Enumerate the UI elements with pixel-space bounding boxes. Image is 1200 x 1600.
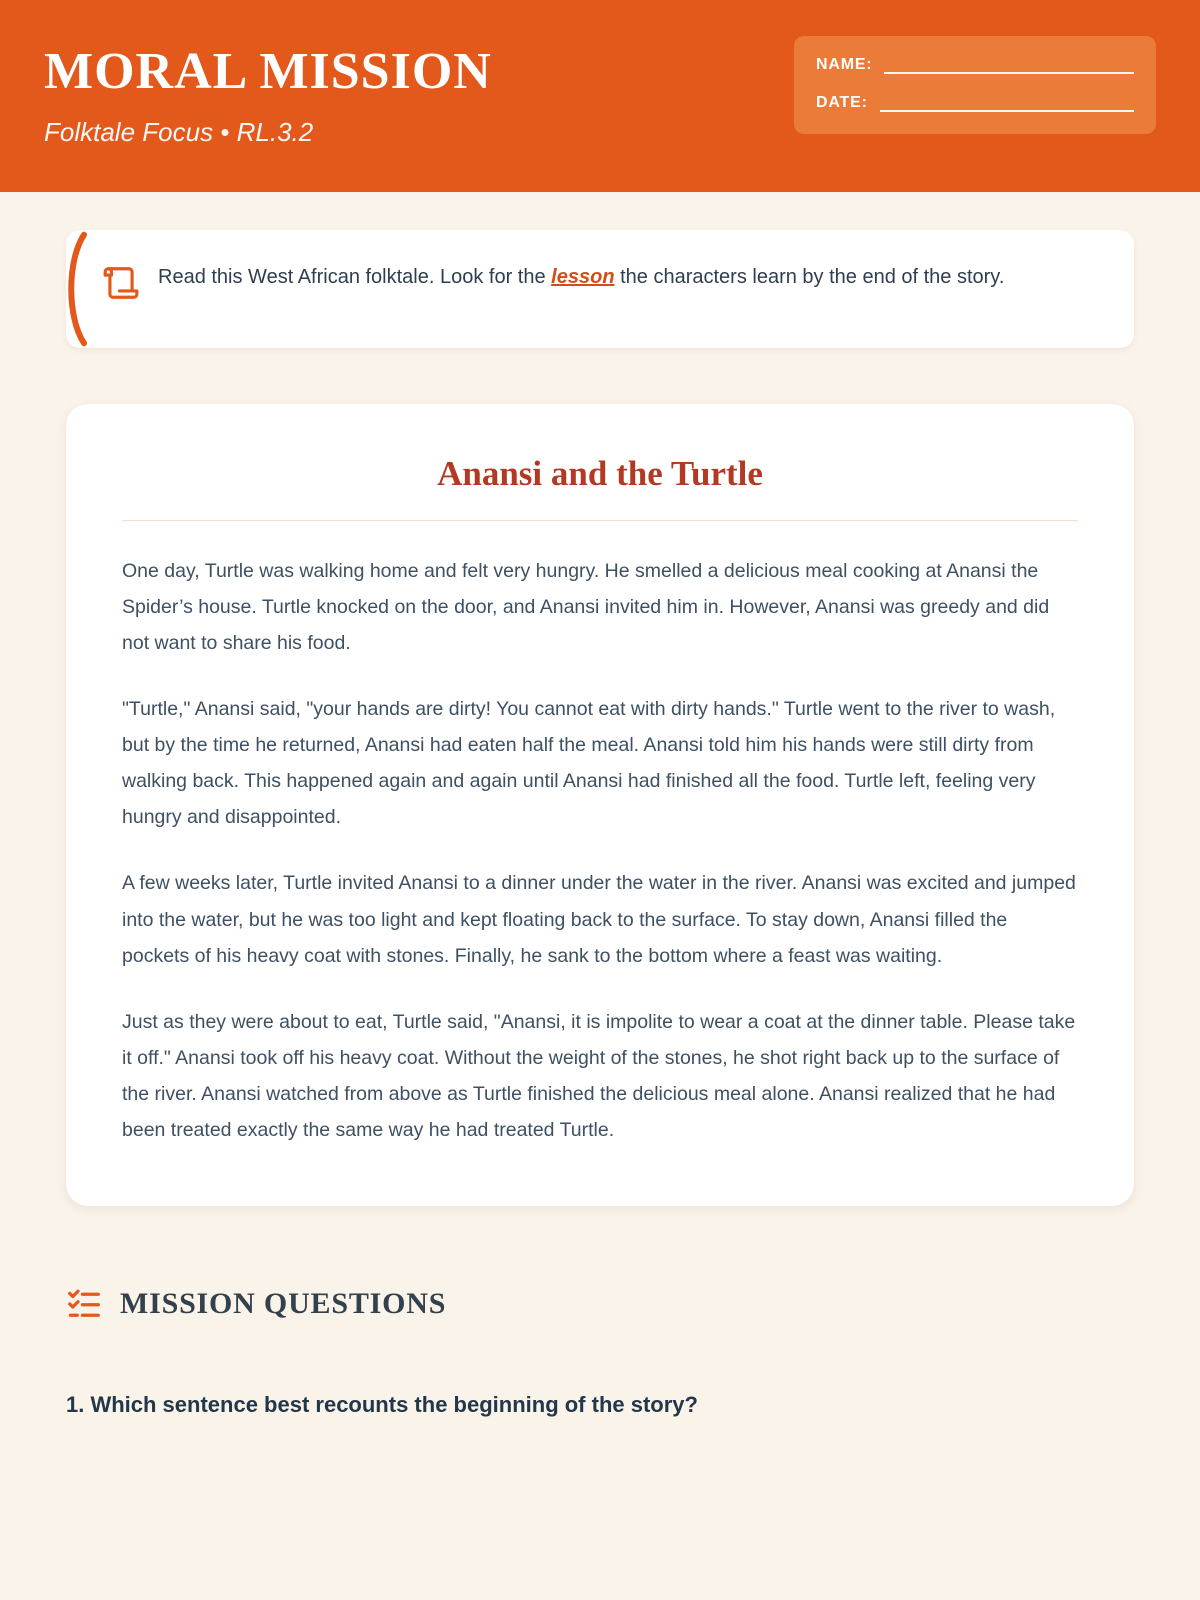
instruction-emphasis: lesson (551, 266, 615, 288)
name-label: NAME: (816, 56, 873, 73)
checklist-icon (66, 1286, 102, 1322)
bracket-accent (64, 230, 88, 348)
story-paragraph: "Turtle," Anansi said, "your hands are dirty! You cannot eat with dirty hands." Turtle went to the river to wash, but by the time he returned, Anansi had eaten half the meal. Anansi told him his hands were still dirty from walking back. This happened again and again until Anansi had finished all the food. Turtle left, feeling very hungry and disappointed. (122, 698, 1056, 829)
mission-questions-title: MISSION QUESTIONS (120, 1286, 447, 1320)
date-label: DATE: (816, 94, 868, 111)
name-date-box (794, 36, 1156, 134)
page-title: MORAL MISSION (44, 43, 492, 100)
name-input-line[interactable] (884, 56, 1134, 74)
question-1: 1. Which sentence best recounts the beginning of the story? (66, 1391, 698, 1417)
worksheet-body (0, 192, 1200, 1418)
story-title: Anansi and the Turtle (437, 454, 763, 493)
story-paragraph: A few weeks later, Turtle invited Anansi to a dinner under the water in the river. Anansi was excited and jumped into the water, but he was too light and kept floating back to the surface. To stay down, Anansi filled the pockets of his heavy coat with stones. Finally, he sank to the bottom where a feast was waiting. (122, 872, 1076, 967)
story-body (122, 553, 1078, 1148)
instruction-pre: Read this West African folktale. Look for the (158, 266, 552, 288)
header-banner (0, 0, 1200, 192)
name-row (816, 56, 1134, 74)
story-paragraph: Just as they were about to eat, Turtle said, "Anansi, it is impolite to wear a coat at the dinner table. Please take it off." Anansi took off his heavy coat. Without the weight of the stones, he shot right back up to the surface of the river. Anansi watched from above as Turtle finished the delicious meal alone. Anansi realized that he had been treated exactly the same way he had treated Turtle. (122, 1010, 1076, 1141)
mission-questions-heading (66, 1286, 1134, 1322)
title-divider (122, 520, 1078, 521)
scroll-icon (102, 264, 140, 302)
story-paragraph: One day, Turtle was walking home and felt very hungry. He smelled a delicious meal cooking at Anansi the Spider’s house. Turtle knocked on the door, and Anansi invited him in. However, Anansi was greedy and did not want to share his food. (122, 560, 1050, 655)
story-card (66, 404, 1134, 1206)
date-row (816, 94, 1134, 112)
instruction-post: the characters learn by the end of the story. (614, 266, 1005, 288)
page-subtitle: Folktale Focus • RL.3.2 (44, 117, 314, 147)
instruction-text (158, 260, 1094, 294)
instruction-card (66, 230, 1134, 348)
date-input-line[interactable] (880, 94, 1134, 112)
